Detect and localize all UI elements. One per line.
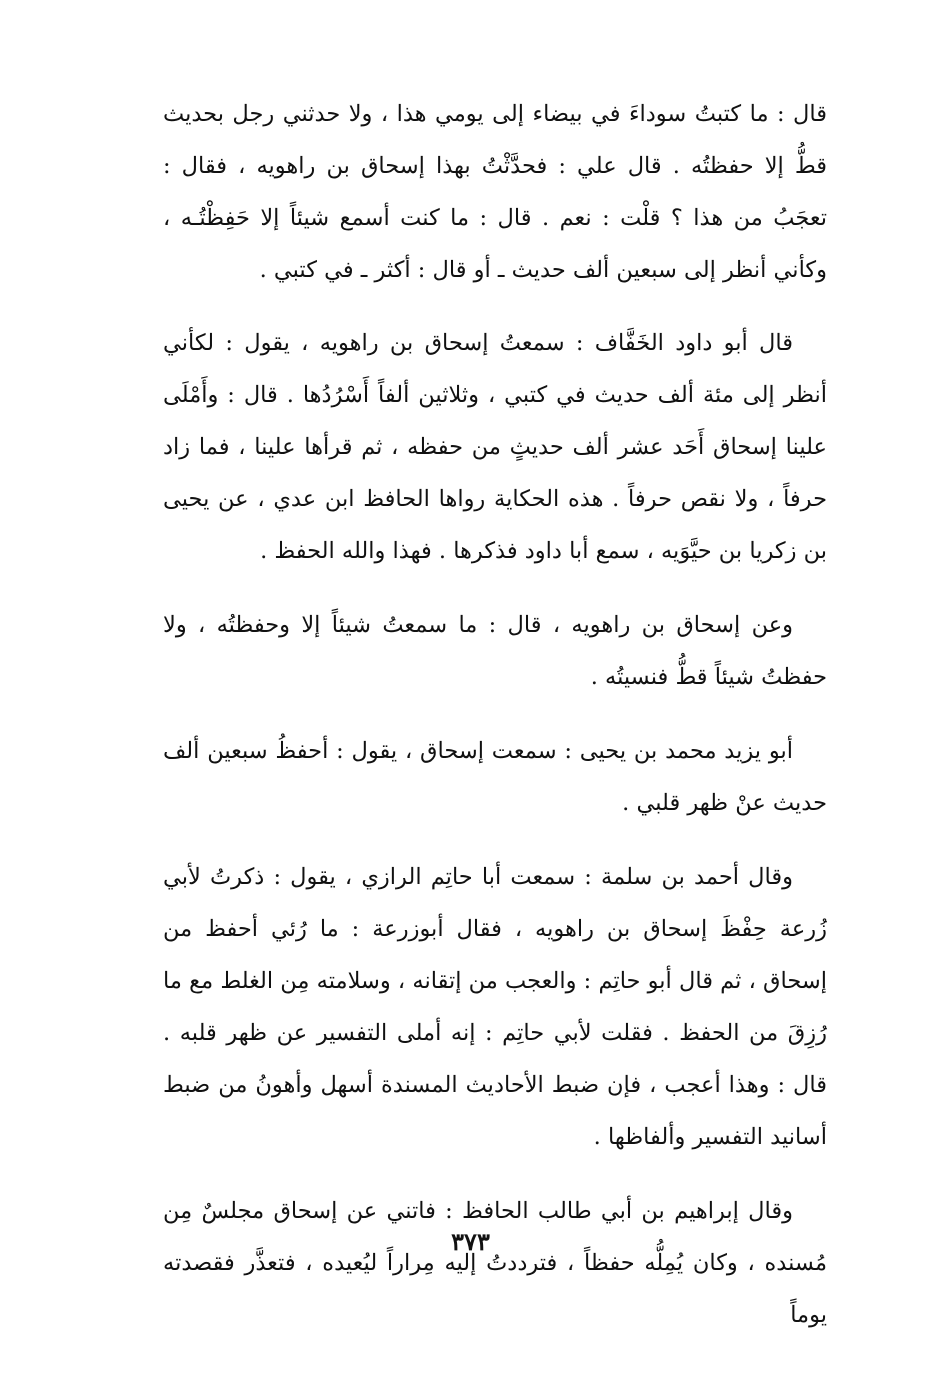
paragraph-3: وعن إسحاق بن راهويه ، قال : ما سمعتُ شيئاً إلا وحفظتُه ، ولا حفظتُ شيئاً قطُّ فنسيتُه .: [163, 612, 827, 690]
paragraph-6: وقال إبراهيم بن أبي طالب الحافظ : فاتني عن إسحاق مجلسٌ مِن مُسنده ، وكان يُمِلُّه حفظاً ، فترددتُ إليه مِراراً ليُعيده ، فتعذَّر فقصدته يوماً: [163, 1198, 827, 1328]
paragraph-2: قال أبو داود الخَفَّاف : سمعتُ إسحاق بن راهويه ، يقول : لكأني أنظر إلى مئة ألف حديث في كتبي ، وثلاثين ألفاً أَسْرُدُها . قال : وأَمْلَى علينا إسحاق أَحَد عشر ألف حديثٍ من حفظه ، ثم قرأها علينا ، فما زاد حرفاً ، ولا نقص حرفاً . هذه الحكاية رواها الحافظ ابن عدي ، عن يحيى بن زكريا بن حيَّوَيه ، سمع أبا داود فذكرها . فهذا والله الحفظ .: [163, 330, 827, 564]
paragraph-5: وقال أحمد بن سلمة : سمعت أبا حاتِم الرازي ، يقول : ذكرتُ لأبي زُرعة حِفْظَ إسحاق بن راهويه ، فقال أبوزرعة : ما رُئي أحفظ من إسحاق ، ثم قال أبو حاتِم : والعجب من إتقانه ، وسلامته مِن الغلط مع ما رُزِقَ من الحفظ . فقلت لأبي حاتِم : إنه أملى التفسير عن ظهر قلبه . قال : وهذا أعجب ، فإن ضبط الأحاديث المسندة أسهل وأهونُ من ضبط أسانيد التفسير وألفاظها .: [163, 864, 827, 1150]
paragraph-4: أبو يزيد محمد بن يحيى : سمعت إسحاق ، يقول : أحفظُ سبعين ألف حديث عنْ ظهر قلبي .: [163, 738, 827, 816]
paragraph-1: قال : ما كتبتُ سوداءَ في بيضاء إلى يومي هذا ، ولا حدثني رجل بحديث قطُّ إلا حفظتُه . قال علي : فحدَّثْتُ بهذا إسحاق بن راهويه ، فقال : تعجَبُ من هذا ؟ قلْت : نعم . قال : ما كنت أسمع شيئاً إلا حَفِظْتُـه ، وكأني أنظر إلى سبعين ألف حديث ـ أو قال : أكثر ـ في كتبي .: [163, 101, 827, 283]
page-number: ٣٧٣: [451, 1227, 490, 1256]
page-body: [163, 88, 827, 1341]
